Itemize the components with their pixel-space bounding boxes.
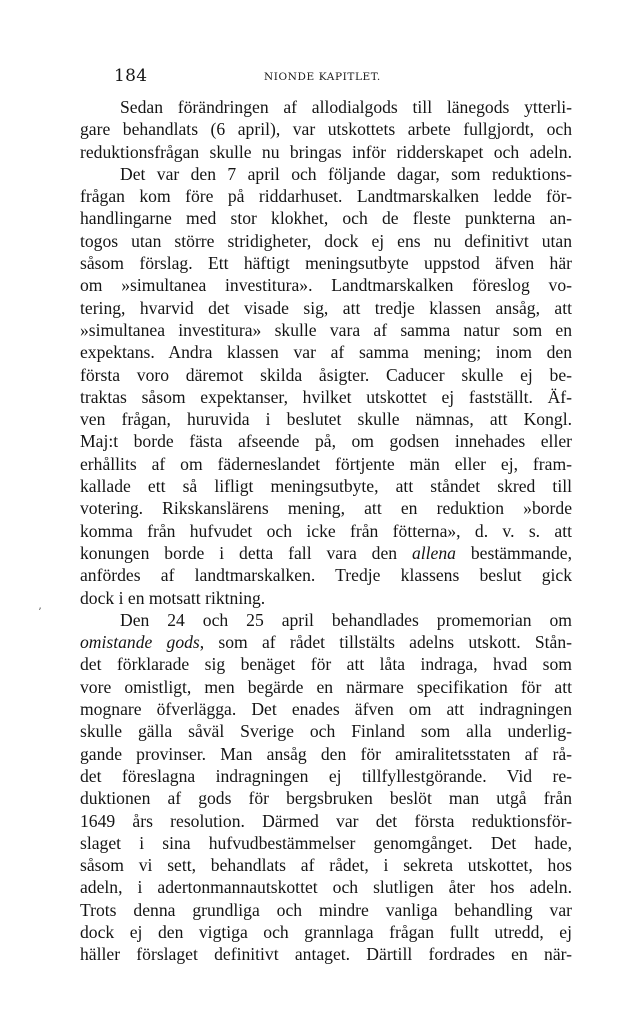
- text-line: omistande gods, som af rådet tillstälts adelns utskott. Stån-: [80, 632, 573, 653]
- text-line: det förklarade sig benäget för att låta indraga, hvad som: [80, 654, 572, 675]
- text-line: »simultanea investitura» skulle vara af samma natur som en: [80, 319, 572, 340]
- text-line: handlingarne med stor klokhet, och de fleste punkterna an-: [80, 208, 572, 229]
- text-line: frågan kom före på riddarhuset. Landtmarskalken ledde för-: [80, 186, 572, 207]
- text-line: erhållits af om fäderneslandet förtjente män eller ej, fram-: [80, 453, 572, 474]
- text-line: konungen borde i detta fall vara den allena bestämmande,: [80, 542, 573, 563]
- text-line: om »simultanea investitura». Landtmarskalken föreslog vo-: [80, 275, 572, 296]
- running-head: NIONDE KAPITLET.: [264, 71, 381, 83]
- text-line: adeln, i adertonmannautskottet och slutligen åter hos adeln.: [80, 877, 572, 898]
- text-line: såsom förslag. Ett häftigt meningsutbyte uppstod äfven här: [80, 253, 572, 274]
- text-line: 1649 års resolution. Därmed var det första reduktionsför-: [80, 810, 572, 831]
- text-line: skulle gälla såväl Sverige och Finland som alla underlig-: [80, 721, 572, 742]
- text-line: dock ej den vigtiga och grannlaga frågan fullt utredd, ej: [80, 921, 572, 942]
- text-line: kallade ett så lifligt meningsutbyte, att ståndet skred till: [80, 476, 572, 497]
- text-line: Maj:t borde fästa afseende på, om godsen innehades eller: [80, 431, 572, 452]
- margin-mark: ʼ: [38, 607, 42, 618]
- text-line: häller förslaget definitivt antaget. Därtill fordrades en när-: [80, 944, 572, 965]
- text-line: Trots denna grundliga och mindre vanliga behandling var: [80, 899, 572, 920]
- text-line: tering, hvarvid det visade sig, att tredje klassen ansåg, att: [80, 297, 572, 318]
- text-line: vore omistligt, men begärde en närmare specifikation för att: [80, 676, 572, 697]
- text-line: slaget i sina hufvudbestämmelser genomgånget. Det hade,: [80, 832, 572, 853]
- body-text: [80, 96, 572, 966]
- text-line: såsom vi sett, behandlats af rådet, i sekreta utskottet, hos: [80, 855, 572, 876]
- text-line: ven frågan, huruvida i beslutet skulle nämnas, att Kongl.: [80, 409, 572, 430]
- text-line: traktas såsom expektanser, hvilket utskottet ej fastställt. Äf-: [80, 386, 572, 407]
- text-line: det föreslagna indragningen ej tillfyllestgörande. Vid re-: [80, 765, 572, 786]
- text-line: votering. Rikskanslärens mening, att en reduktion »borde: [80, 498, 572, 519]
- text-line: togos utan större stridigheter, dock ej ens nu definitivt utan: [80, 230, 572, 251]
- text-line: första voro däremot skilda åsigter. Caducer skulle ej be-: [80, 364, 572, 385]
- text-line: anfördes af landtmarskalken. Tredje klassens beslut gick: [80, 565, 572, 586]
- text-line: Sedan förändringen af allodialgods till länegods ytterli-: [120, 97, 572, 117]
- text-line: duktionen af gods för bergsbruken beslöt man utgå från: [80, 788, 572, 809]
- text-line: reduktionsfrågan skulle nu bringas inför ridderskapet och adeln.: [80, 141, 572, 162]
- text-line: Det var den 7 april och följande dagar, som reduktions-: [120, 163, 572, 184]
- text-line: Den 24 och 25 april behandlades promemorian om: [120, 609, 572, 630]
- text-line: dock i en motsatt riktning.: [80, 587, 266, 608]
- page-header: [80, 66, 580, 90]
- text-line: gare behandlats (6 april), var utskottets arbete fullgjordt, och: [80, 119, 572, 140]
- text-line: expektans. Andra klassen var af samma mening; inom den: [80, 342, 572, 363]
- page-number: 184: [114, 66, 148, 86]
- text-line: gande provinser. Man ansåg den för amiralitetsstaten af rå-: [80, 743, 572, 764]
- text-line: komma från hufvudet och icke från fötterna», d. v. s. att: [80, 520, 572, 541]
- text-line: mognare öfverlägga. Det enades äfven om att indragningen: [80, 699, 572, 720]
